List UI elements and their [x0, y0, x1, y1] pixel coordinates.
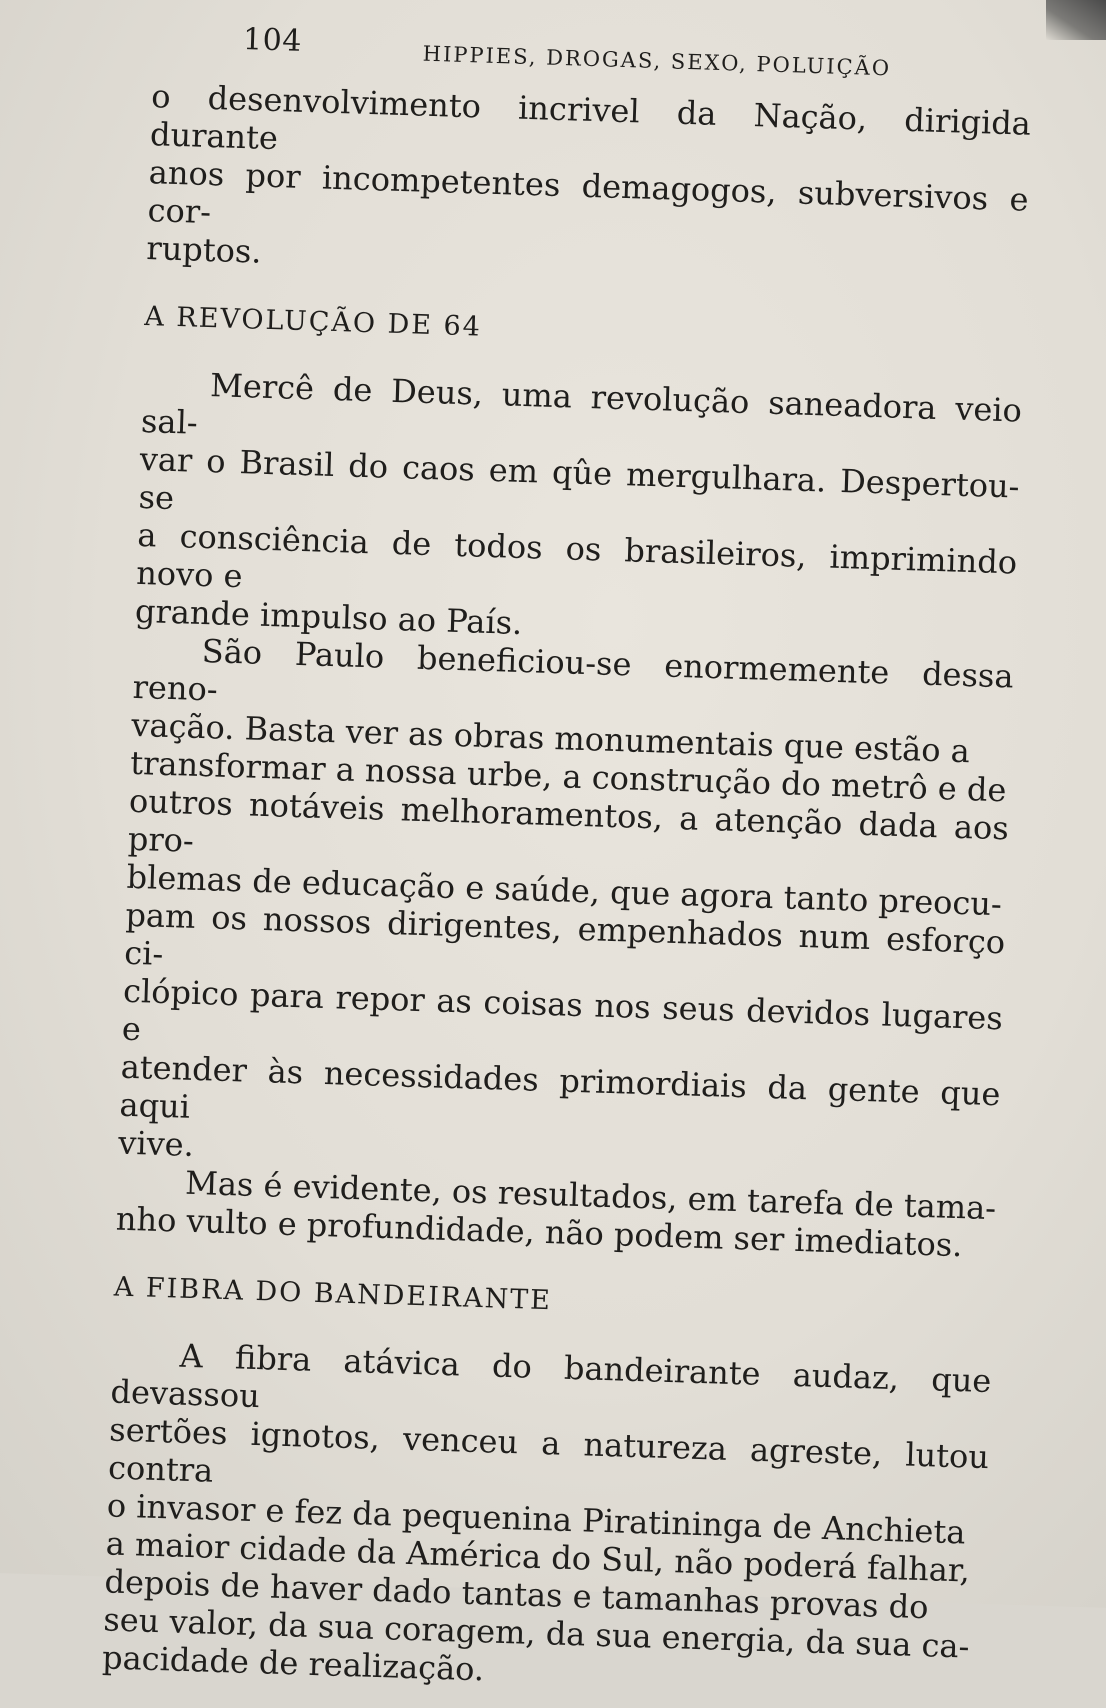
- paragraph-merce-de-deus: Mercê de Deus, uma revolução saneadora veio sal- var o Brasil do caos em qûe mergulhara. Despertou-se a consciência de todos os brasileiros, imprimindo novo e grande impulso ao País.: [134, 366, 1023, 643]
- page-content: [102, 7, 1034, 1704]
- section-heading-revolucao: A REVOLUÇÃO DE 64: [143, 301, 483, 343]
- paragraph-sao-paulo: São Paulo beneficiou-se enormemente dessa reno- vação. Basta ver as obras monumentais que estão a transformar a nossa urbe, a construção do metrô e de outros notáveis melhoramentos, a atenção dada aos pro- blemas de educação e saúde, que agora tanto preocu- pam os nossos dirigentes, empenhados num esforço ci- clópico para repor as coisas nos seus devidos lugares e atender às necessidades primordiais da gente que aqui vive.: [117, 632, 1015, 1164]
- page-number: 104: [242, 22, 303, 59]
- section-heading-fibra: A FIBRA DO BANDEIRANTE: [113, 1271, 553, 1317]
- book-title: HIPPIES, DROGAS, SEXO, POLUIÇÃO: [422, 41, 892, 81]
- paragraph-continuation: o desenvolvimento incrivel da Nação, dirigida durante anos por incompetentes demagogos, subversivos e cor- ruptos.: [145, 77, 1032, 271]
- background-corner: [1046, 0, 1106, 40]
- paragraph-fibra-atavica: A fibra atávica do bandeirante audaz, que devassou sertões ignotos, venceu a natureza agreste, lutou contra o invasor e fez da pequenina Piratininga de Anchieta a maior cidade da América do Sul, não poderá falhar, depois de haver dado tantas e tamanhas provas do seu valor, da sua coragem, da sua energia, da sua ca- pacidade de realização.: [101, 1336, 992, 1689]
- paragraph-mas-e-evidente: Mas é evidente, os resultados, em tarefa de tama- nho vulto e profundidade, não podem ser imediatos.: [115, 1163, 997, 1265]
